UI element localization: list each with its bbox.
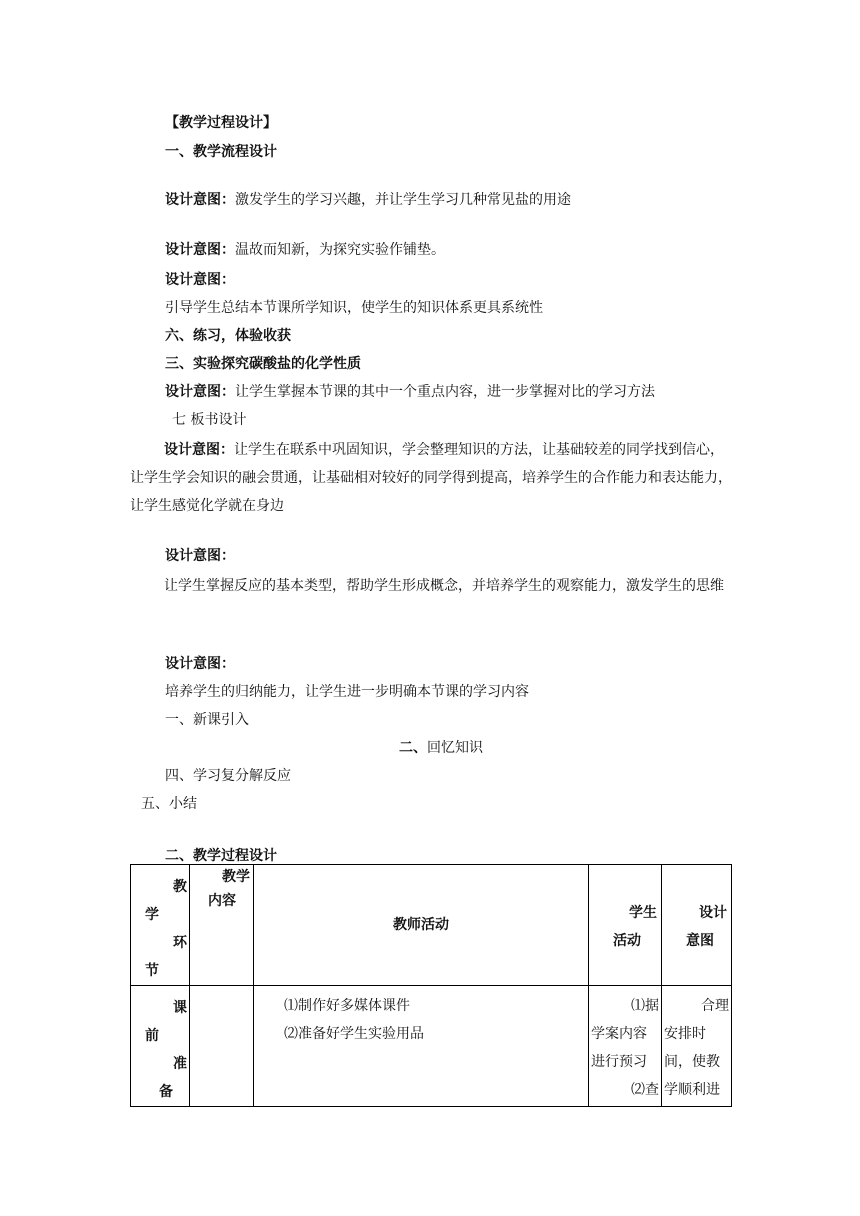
table-header-row (131, 865, 732, 986)
row-stage: 课 前 准 备 (131, 986, 190, 1107)
intent-5 (130, 436, 734, 520)
intent-label: 设计意图： (164, 442, 234, 458)
table-row (131, 986, 732, 1107)
intent-3-text: 引导学生总结本节课所学知识，使学生的知识体系更具系统性 (165, 300, 543, 316)
intent-4-text: 让学生掌握本节课的其中一个重点内容，进一步掌握对比的学习方法 (235, 384, 655, 400)
intent-label: 设计意图： (165, 192, 235, 208)
intent-7-label: 设计意图： (165, 656, 235, 672)
step-2-number: 二、 (399, 740, 427, 756)
row-teacher-activity: ⑴制作好多媒体课件 ⑵准备好学生实验用品 (254, 986, 589, 1107)
step-7: 七 板书设计 (172, 412, 247, 428)
step-5: 五、小结 (141, 796, 197, 812)
step-2 (399, 738, 483, 758)
row-student-activity: ⑴据 学案内容 进行预习 ⑵查 (589, 986, 662, 1107)
intent-6-text: 让学生掌握反应的基本类型，帮助学生形成概念，并培养学生的观察能力，激发学生的思维 (164, 578, 724, 594)
intent-2 (165, 240, 445, 260)
process-title: 二、教学过程设计 (165, 848, 277, 864)
intent-5-text: 让学生在联系中巩固知识，学会整理知识的方法，让基础较差的同学找到信心，让学生学会知识的融会贯通，让基础相对较好的同学得到提高，培养学生的合作能力和表达能力，让学生感觉化学就在身边 (130, 442, 732, 514)
flow-title: 一、教学流程设计 (165, 144, 277, 160)
intent-1-text: 激发学生的学习兴趣，并让学生学习几种常见盐的用途 (235, 192, 571, 208)
intent-2-text: 温故而知新，为探究实验作铺垫。 (235, 242, 445, 258)
step-3: 三、实验探究碳酸盐的化学性质 (165, 356, 361, 372)
step-6: 六、练习，体验收获 (165, 328, 291, 344)
intent-3-label: 设计意图： (165, 272, 235, 288)
step-1: 一、新课引入 (165, 712, 249, 728)
intent-label: 设计意图： (165, 242, 235, 258)
header-teacher-activity: 教师活动 (254, 865, 589, 986)
header-stage: 教 学 环 节 (131, 865, 190, 986)
step-2-text: 回忆知识 (427, 740, 483, 756)
intent-1 (165, 190, 571, 210)
header-student-activity: 学生 活动 (589, 865, 662, 986)
header-design-intent: 设计 意图 (662, 865, 732, 986)
intent-6-label: 设计意图： (165, 548, 235, 564)
section-heading: 【教学过程设计】 (165, 115, 277, 131)
intent-label: 设计意图： (165, 384, 235, 400)
row-content (190, 986, 254, 1107)
process-table (130, 864, 732, 1107)
header-content: 教学 内容 (190, 865, 254, 986)
intent-4 (165, 382, 655, 402)
step-4: 四、学习复分解反应 (165, 768, 291, 784)
intent-7-text: 培养学生的归纳能力，让学生进一步明确本节课的学习内容 (165, 684, 529, 700)
row-design-intent: 合理 安排时 间，使教 学顺利进 (662, 986, 732, 1107)
